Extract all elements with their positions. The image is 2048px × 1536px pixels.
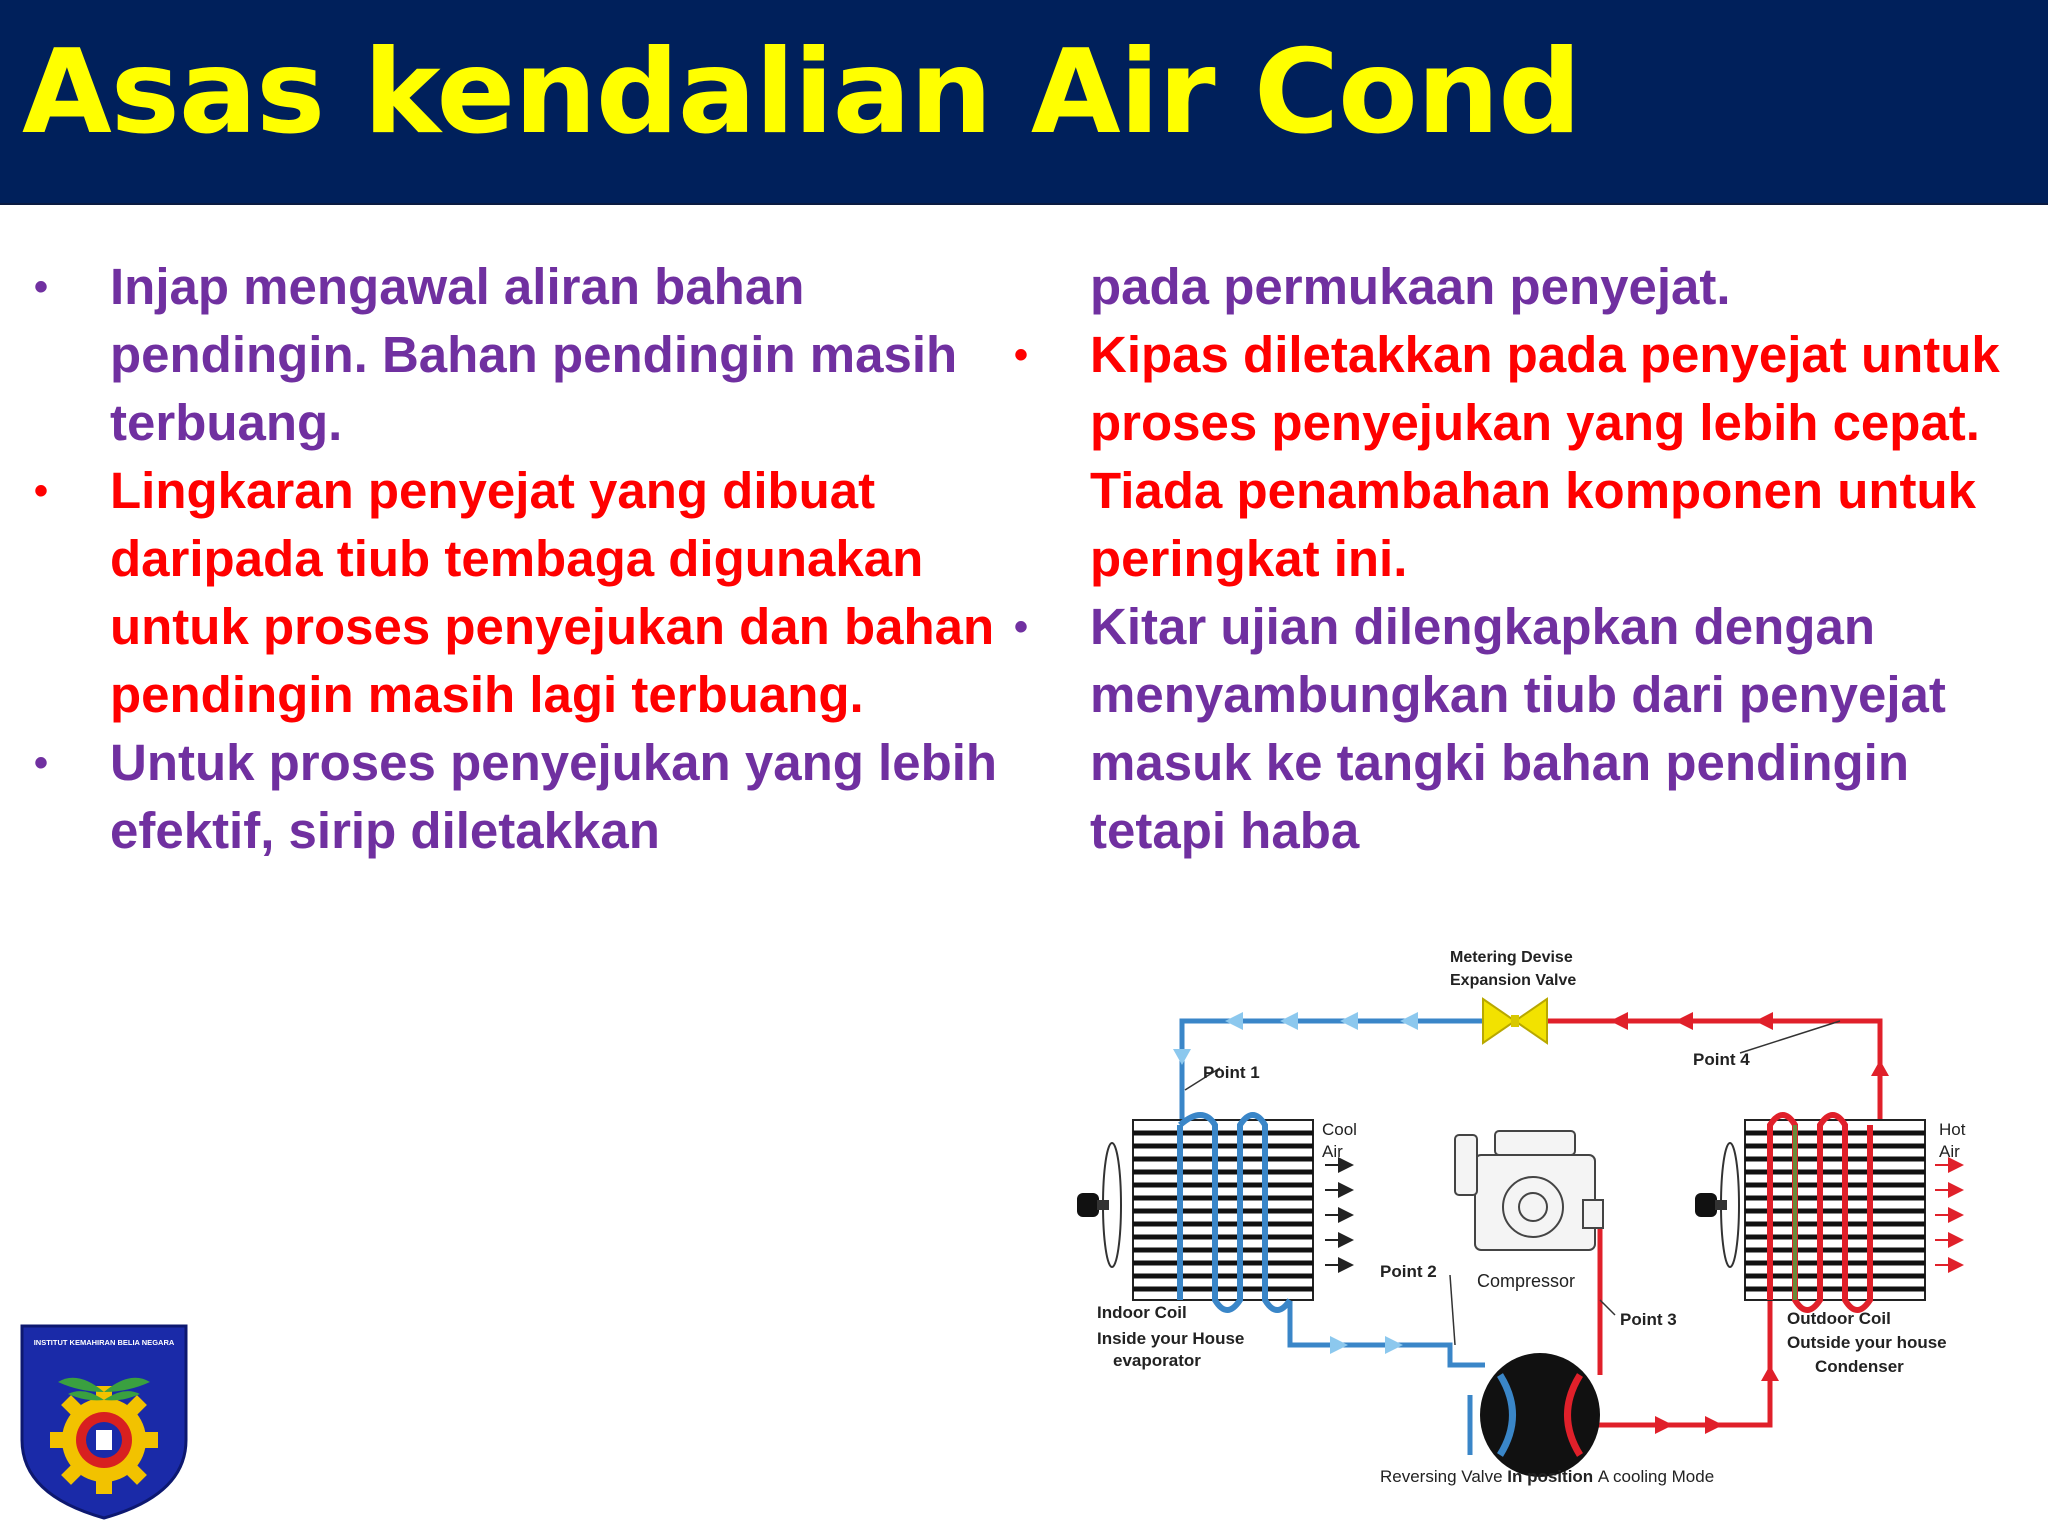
reversing-valve-icon bbox=[1480, 1353, 1600, 1477]
bullet-dot: • bbox=[34, 265, 49, 309]
caption-part-b: In position bbox=[1507, 1467, 1598, 1486]
hot-air-label-1: Hot bbox=[1939, 1120, 1966, 1139]
ac-cycle-diagram bbox=[1055, 935, 2000, 1505]
logo-text: INSTITUT KEMAHIRAN BELIA NEGARA bbox=[33, 1338, 175, 1347]
hot-pipe-top bbox=[1545, 1021, 1880, 1125]
bullet-text: pada permukaan penyejat. bbox=[1090, 258, 1731, 315]
bullet-item bbox=[34, 729, 1040, 865]
bullet-item bbox=[34, 457, 1040, 729]
outdoor-coil-label-3: Condenser bbox=[1815, 1357, 1904, 1376]
outdoor-coil-label-2: Outside your house bbox=[1787, 1333, 1947, 1352]
bullet-text: Kipas diletakkan pada penyejat untuk proses penyejukan yang lebih cepat. Tiada penambahan komponen untuk peringkat ini. bbox=[1090, 326, 2000, 587]
expansion-valve-icon bbox=[1483, 999, 1547, 1043]
point2-label: Point 2 bbox=[1380, 1262, 1437, 1281]
hot-air-label-2: Air bbox=[1939, 1142, 1960, 1161]
diagram-caption bbox=[1380, 1467, 1714, 1486]
bullet-dot: • bbox=[34, 469, 49, 513]
cool-air-label-2: Air bbox=[1322, 1142, 1343, 1161]
bullet-dot: • bbox=[34, 741, 49, 785]
right-column bbox=[1014, 253, 2030, 865]
caption-part-c: A cooling Mode bbox=[1597, 1467, 1715, 1486]
bullet-item bbox=[1014, 321, 2030, 593]
point4-label: Point 4 bbox=[1693, 1050, 1750, 1069]
indoor-coil-icon bbox=[1133, 1115, 1313, 1310]
left-column bbox=[34, 253, 1040, 865]
slide-title: Asas kendalian Air Cond bbox=[22, 25, 1581, 160]
bullet-text: Kitar ujian dilengkapkan dengan menyambungkan tiub dari penyejat masuk ke tangki bahan pendingin tetapi haba bbox=[1090, 598, 1946, 859]
metering-label-1: Metering Devise bbox=[1450, 949, 1573, 966]
point3-label: Point 3 bbox=[1620, 1310, 1677, 1329]
metering-label-2: Expansion Valve bbox=[1450, 972, 1577, 989]
institute-logo bbox=[18, 1320, 190, 1520]
bullet-dot: • bbox=[1014, 605, 1029, 649]
title-bar bbox=[0, 0, 2048, 205]
bullet-text: Untuk proses penyejukan yang lebih efektif, sirip diletakkan bbox=[110, 734, 998, 859]
compressor-icon bbox=[1455, 1131, 1603, 1250]
outdoor-coil-label-1: Outdoor Coil bbox=[1787, 1309, 1891, 1328]
compressor-label: Compressor bbox=[1477, 1271, 1576, 1291]
outdoor-fan-icon bbox=[1695, 1143, 1739, 1267]
bullet-item bbox=[34, 253, 1040, 457]
bullet-item bbox=[1014, 593, 2030, 865]
caption-part-a: Reversing Valve bbox=[1380, 1467, 1508, 1486]
indoor-coil-label-1: Indoor Coil bbox=[1097, 1303, 1187, 1322]
cool-air-arrows bbox=[1325, 1165, 1350, 1265]
hot-air-arrows bbox=[1935, 1165, 1960, 1265]
bullet-dot: • bbox=[1014, 333, 1029, 377]
point1-label: Point 1 bbox=[1203, 1063, 1260, 1082]
indoor-fan-icon bbox=[1077, 1143, 1121, 1267]
indoor-coil-label-3: evaporator bbox=[1113, 1351, 1201, 1370]
bullet-text: Injap mengawal aliran bahan pendingin. Bahan pendingin masih terbuang. bbox=[110, 258, 958, 451]
indoor-coil-label-2: Inside your House bbox=[1097, 1329, 1245, 1348]
bullet-text: Lingkaran penyejat yang dibuat daripada tiub tembaga digunakan untuk proses penyejukan dan bahan pendingin masih lagi terbuang. bbox=[110, 462, 995, 723]
bullet-continuation bbox=[1090, 253, 2030, 321]
outdoor-coil-icon bbox=[1745, 1115, 1925, 1310]
cool-air-label-1: Cool bbox=[1322, 1120, 1357, 1139]
